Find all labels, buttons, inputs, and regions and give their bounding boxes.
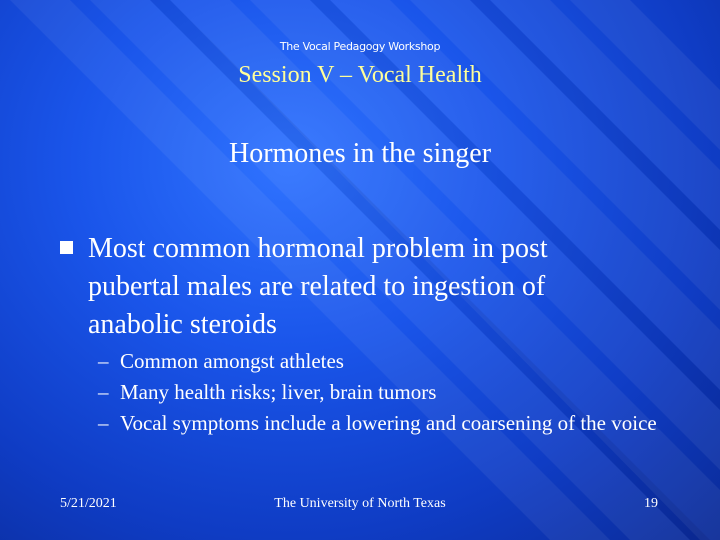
sub-bullet-text: Common amongst athletes [120,349,344,373]
sub-bullet-text: Many health risks; liver, brain tumors [120,380,437,404]
sub-bullet-text: Vocal symptoms include a lowering and coarsening of the voice [120,411,657,435]
session-title: Session V – Vocal Health [238,62,482,88]
sub-bullet-item [98,408,658,439]
square-bullet-icon [60,241,73,254]
dash-bullet: – [98,380,109,404]
dash-bullet: – [98,411,109,435]
dash-bullet: – [98,349,109,373]
slide-title: Hormones in the singer [228,138,492,169]
sub-bullet-item [98,377,658,408]
main-bullet-text: Most common hormonal problem in post pubertal males are related to ingestion of anabolic steroids [88,233,548,340]
workshop-name: The Vocal Pedagogy Workshop [279,40,441,53]
footer-page-number: 19 [644,496,658,511]
main-bullet [60,230,640,344]
footer-institution: The University of North Texas [274,496,446,511]
footer-date: 5/21/2021 [60,496,117,511]
sub-bullet-list [98,346,658,439]
sub-bullet-item [98,346,658,377]
